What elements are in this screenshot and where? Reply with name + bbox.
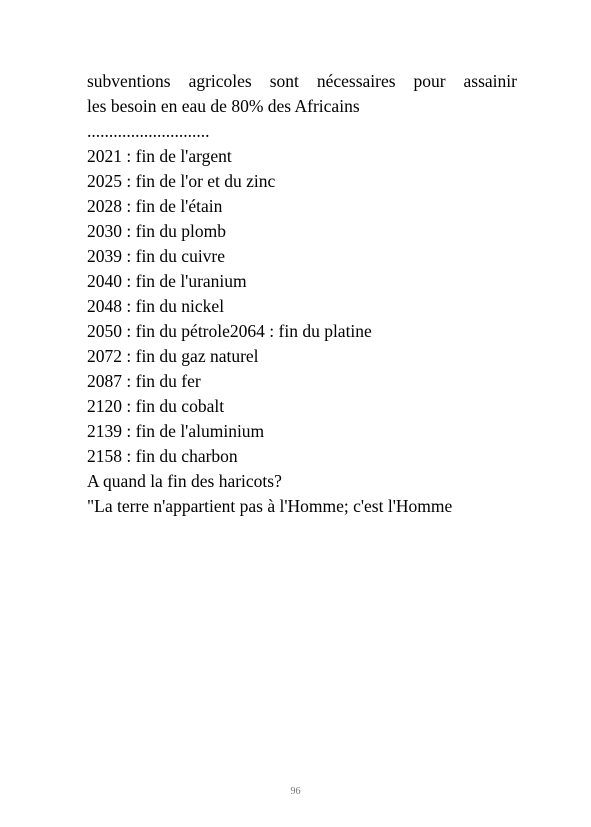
list-item: 2139 : fin de l'aluminium: [87, 421, 265, 441]
paragraph-line-1: subventions agricoles sont nécessaires pour assainir: [87, 71, 517, 91]
list-item: 2158 : fin du charbon: [87, 446, 238, 466]
paragraph-line-2: les besoin en eau de 80% des Africains: [87, 96, 360, 116]
quote-line: "La terre n'appartient pas à l'Homme; c'est l'Homme: [87, 496, 453, 516]
list-item: 2048 : fin du nickel: [87, 296, 225, 316]
page-body: [87, 69, 517, 519]
list-item: 2021 : fin de l'argent: [87, 146, 232, 166]
page-number: 96: [290, 786, 301, 797]
list-item: 2025 : fin de l'or et du zinc: [87, 171, 276, 191]
list-item: 2030 : fin du plomb: [87, 221, 227, 241]
list-item: 2120 : fin du cobalt: [87, 396, 225, 416]
list-item: 2072 : fin du gaz naturel: [87, 346, 259, 366]
list-item: 2087 : fin du fer: [87, 371, 201, 391]
list-item: 2050 : fin du pétrole2064 : fin du platine: [87, 321, 372, 341]
ellipsis-dots: ............................: [87, 121, 210, 141]
list-item: 2040 : fin de l'uranium: [87, 271, 247, 291]
question-line: A quand la fin des haricots?: [87, 471, 282, 491]
list-item: 2039 : fin du cuivre: [87, 246, 226, 266]
list-item: 2028 : fin de l'étain: [87, 196, 223, 216]
